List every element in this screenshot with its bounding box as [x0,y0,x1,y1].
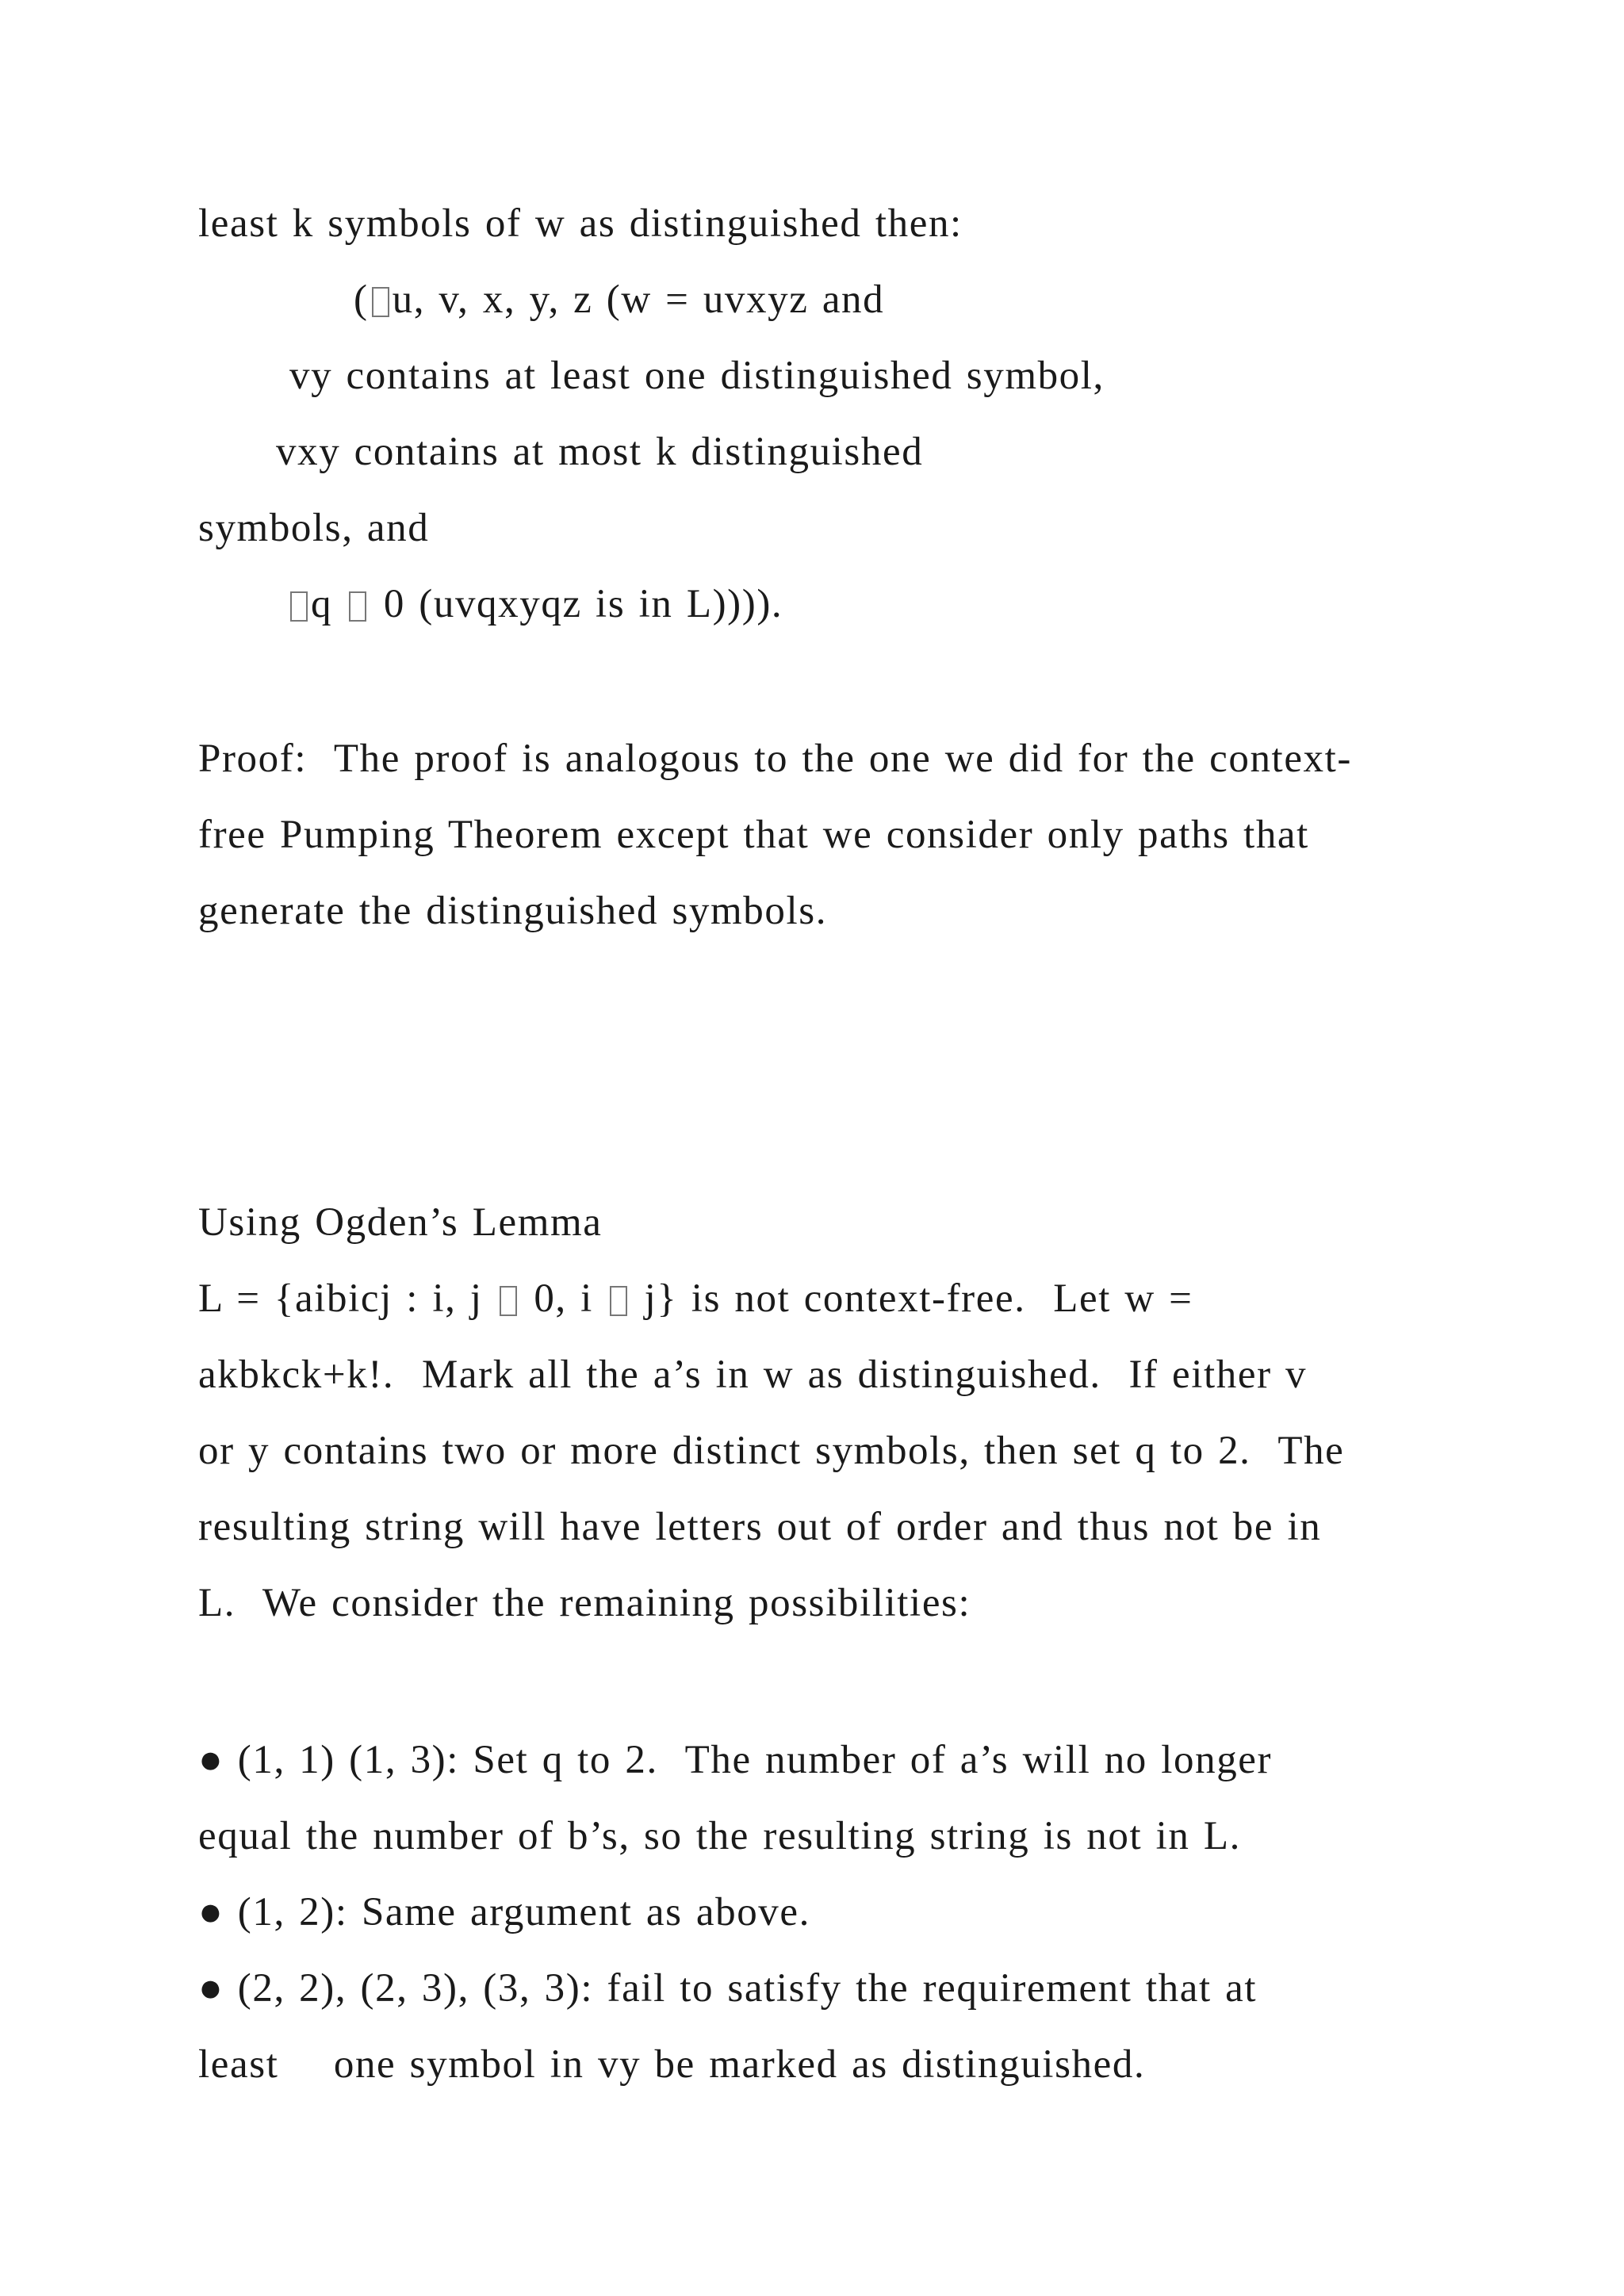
proof-line-1: Proof: The proof is analogous to the one we did for the context- [198,737,1353,781]
case-item-3-continuation: least one symbol in vy be marked as distinguished. [198,2042,1146,2087]
ogden-line-1 [198,1275,1193,1322]
case-item-2-text: (1, 2): Same argument as above. [237,1890,810,1934]
quantifier-variables: u, v, x, y, z (w = uvxyz and [392,277,885,322]
placeholder-box-icon [372,287,389,317]
theorem-line-2 [354,276,884,323]
ogden-line-5: L. We consider the remaining possibilities: [198,1581,971,1625]
theorem-line-3: vy contains at least one distinguished symbol, [289,354,1105,398]
language-definition-end: j} is not context-free. Let w = [644,1276,1193,1321]
language-definition-start: L = {aibicj : i, j [198,1276,483,1321]
theorem-line-1: least k symbols of w as distinguished then: [198,201,963,246]
bullet-icon: ● [198,1890,224,1934]
section-heading: Using Ogden’s Lemma [198,1200,603,1245]
language-definition-mid: 0, i [534,1276,593,1321]
case-item-3-text: (2, 2), (2, 3), (3, 3): fail to satisfy the requirement that at [237,1966,1258,2011]
pumping-condition: 0 (uvqxyqz is in L)))). [383,582,783,626]
bullet-icon: ● [198,1966,224,2011]
case-item-1-continuation: equal the number of b’s, so the resulting string is not in L. [198,1814,1241,1858]
case-item-1 [198,1736,1272,1784]
theorem-line-4: vxy contains at most k distinguished [276,430,924,474]
proof-line-3: generate the distinguished symbols. [198,889,828,933]
case-item-1-text: (1, 1) (1, 3): Set q to 2. The number of a’s will no longer [237,1738,1273,1782]
q-variable: q [311,582,333,626]
ogden-line-4: resulting string will have letters out of order and thus not be in [198,1505,1322,1549]
theorem-line-5: symbols, and [198,506,430,550]
case-item-3 [198,1965,1257,2012]
proof-line-2: free Pumping Theorem except that we consider only paths that [198,813,1309,857]
placeholder-box-icon [500,1286,517,1316]
placeholder-box-icon [290,591,308,622]
placeholder-box-icon [349,591,366,622]
open-paren: ( [354,277,369,322]
ogden-line-2: akbkck+k!. Mark all the a’s in w as distinguished. If either v [198,1353,1308,1397]
placeholder-box-icon [610,1286,627,1316]
theorem-line-6 [287,580,783,628]
case-item-2 [198,1888,810,1936]
bullet-icon: ● [198,1738,224,1782]
ogden-line-3: or y contains two or more distinct symbols, then set q to 2. The [198,1429,1345,1473]
